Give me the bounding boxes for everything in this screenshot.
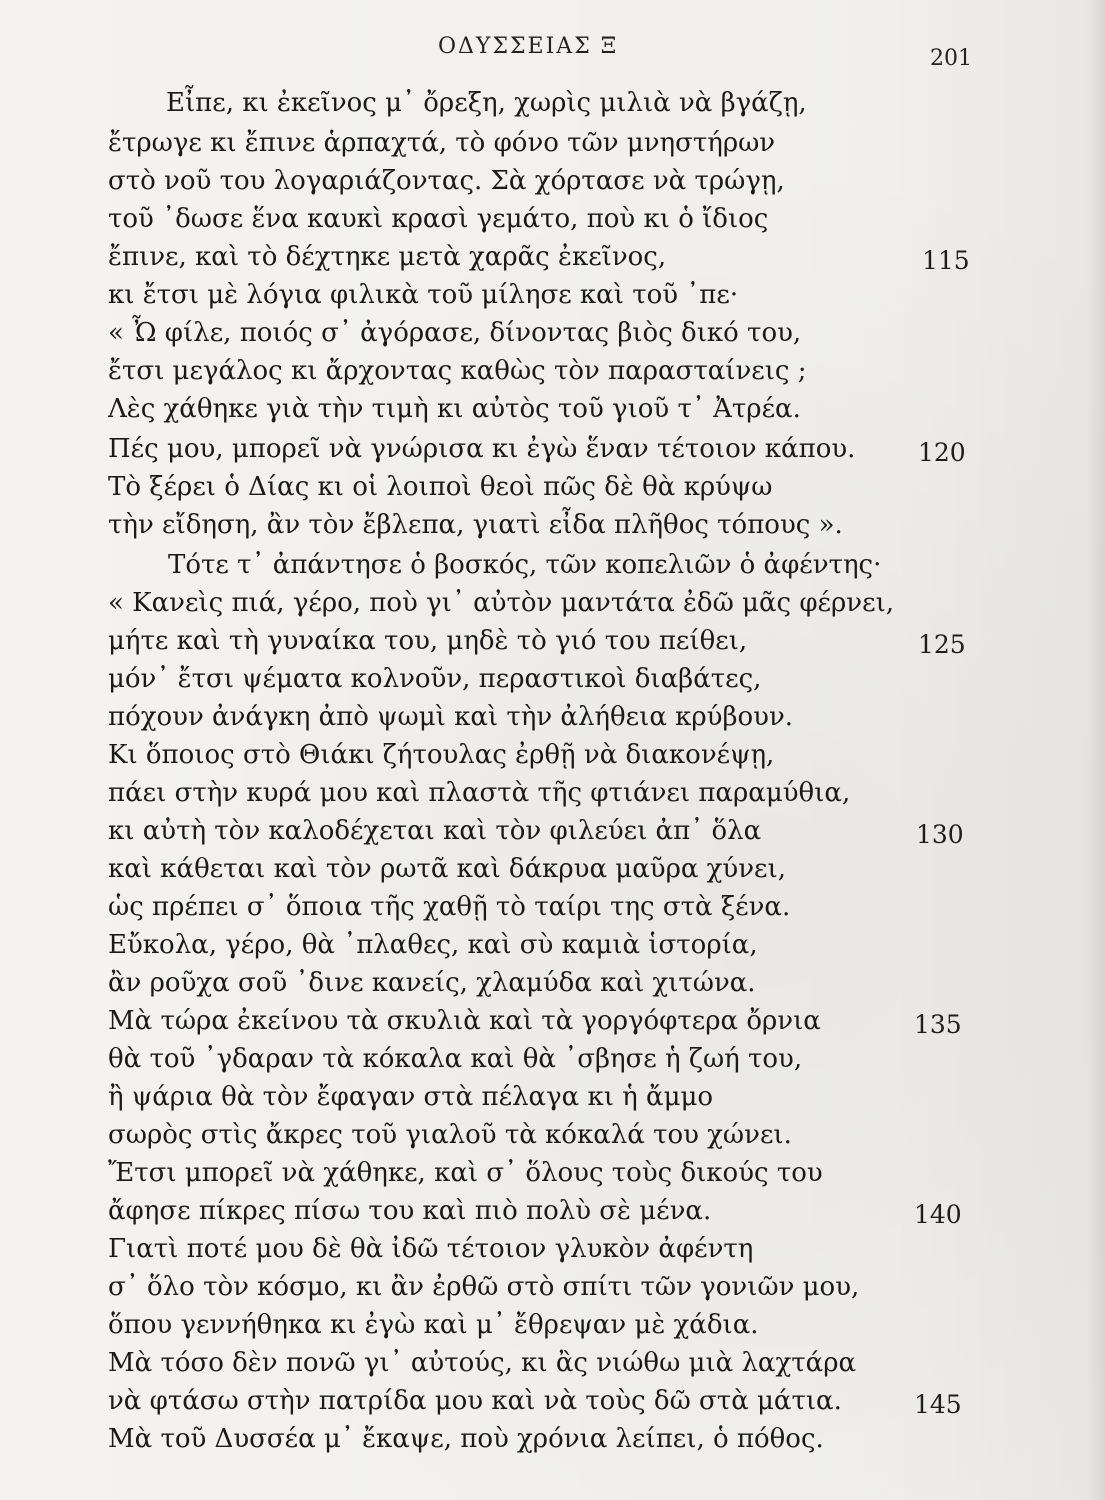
verse-line: πάει στὴν κυρά μου καὶ πλαστὰ τῆς φτιάνει παραμύθια, [108, 778, 851, 808]
verse-line: Τὸ ξέρει ὁ Δίας κι οἱ λοιποὶ θεοὶ πῶς δὲ θὰ κρύψω [108, 472, 773, 502]
line-number: 130 [916, 820, 964, 849]
verse-line: Κι ὅποιος στὸ Θιάκι ζήτουλας ἐρθῇ νὰ διακονέψῃ, [108, 740, 775, 770]
verse-line: Εὔκολα, γέρο, θὰ ᾽πλαθες, καὶ σὺ καμιὰ ἱστορία, [108, 930, 758, 960]
line-number: 125 [918, 630, 966, 659]
verse-line: Μὰ τοῦ Δυσσέα μ᾽ ἔκαψε, ποὺ χρόνια λείπει, ὁ πόθος. [108, 1424, 824, 1454]
verse-line: ἄφησε πίκρες πίσω του καὶ πιὸ πολὺ σὲ μένα. [108, 1196, 712, 1226]
verse-line: Ἔτσι μπορεῖ νὰ χάθηκε, καὶ σ᾽ ὅλους τοὺς δικούς του [108, 1158, 823, 1188]
line-number: 140 [914, 1200, 962, 1229]
verse-line: τὴν εἴδηση, ἂν τὸν ἔβλεπα, γιατὶ εἶδα πλῆθος τόπους ». [108, 510, 843, 540]
line-number: 120 [918, 438, 966, 467]
verse-line: κι αὐτὴ τὸν καλοδέχεται καὶ τὸν φιλεύει ἀπ᾽ ὅλα [108, 816, 762, 846]
verse-line: τοῦ ᾽δωσε ἕνα καυκὶ κρασὶ γεμάτο, ποὺ κι ὁ ἴδιος [108, 204, 769, 234]
verse-line: Γιατὶ ποτέ μου δὲ θὰ ἰδῶ τέτοιον γλυκὸν ἀφέντη [108, 1234, 754, 1264]
line-number: 115 [922, 246, 970, 275]
verse-line: νὰ φτάσω στὴν πατρίδα μου καὶ νὰ τοὺς δῶ στὰ μάτια. [108, 1386, 842, 1416]
verse-line: Λὲς χάθηκε γιὰ τὴν τιμὴ κι αὐτὸς τοῦ γιοῦ τ᾽ Ἀτρέα. [108, 394, 801, 424]
verse-line: « Κανεὶς πιά, γέρο, ποὺ γι᾽ αὐτὸν μαντάτα ἐδῶ μᾶς φέρνει, [108, 588, 895, 618]
verse-line: ἔτρωγε κι ἔπινε ἁρπαχτά, τὸ φόνο τῶν μνηστήρων [108, 128, 776, 158]
verse-line: καὶ κάθεται καὶ τὸν ρωτᾶ καὶ δάκρυα μαῦρα χύνει, [108, 854, 786, 884]
verse-line: στὸ νοῦ του λογαριάζοντας. Σὰ χόρτασε νὰ τρώγῃ, [108, 166, 785, 196]
verse-line: σ᾽ ὅλο τὸν κόσμο, κι ἂν ἐρθῶ στὸ σπίτι τῶν γονιῶν μου, [108, 1272, 860, 1302]
running-header-title: ΟΔΥΣΣΕΙΑΣ Ξ [438, 34, 619, 59]
verse-line: ὡς πρέπει σ᾽ ὅποια τῆς χαθῇ τὸ ταίρι της στὰ ξένα. [108, 892, 791, 922]
verse-line: ἔπινε, καὶ τὸ δέχτηκε μετὰ χαρᾶς ἐκεῖνος, [108, 242, 667, 272]
verse-line: ὅπου γεννήθηκα κι ἐγὼ καὶ μ᾽ ἔθρεψαν μὲ χάδια. [108, 1310, 759, 1340]
line-number: 145 [914, 1390, 962, 1419]
verse-line: Τότε τ᾽ ἀπάντησε ὁ βοσκός, τῶν κοπελιῶν ὁ ἀφέντης· [168, 550, 882, 580]
verse-line: πόχουν ἀνάγκη ἀπὸ ψωμὶ καὶ τὴν ἀλήθεια κρύβουν. [108, 702, 794, 732]
verse-line: Μὰ τώρα ἐκείνου τὰ σκυλιὰ καὶ τὰ γοργόφτερα ὄρνια [108, 1006, 821, 1036]
verse-line: ἢ ψάρια θὰ τὸν ἔφαγαν στὰ πέλαγα κι ἡ ἄμμο [108, 1082, 714, 1112]
verse-line: σωρὸς στὶς ἄκρες τοῦ γιαλοῦ τὰ κόκαλά του χώνει. [108, 1120, 792, 1150]
verse-line: Πές μου, μπορεῖ νὰ γνώρισα κι ἐγὼ ἕναν τέτοιον κάπου. [108, 434, 856, 464]
verse-line: Μὰ τόσο δὲν πονῶ γι᾽ αὐτούς, κι ἂς νιώθω μιὰ λαχτάρα [108, 1348, 857, 1378]
verse-line: μόν᾽ ἔτσι ψέματα κολνοῦν, περαστικοὶ διαβάτες, [108, 664, 762, 694]
verse-line: κι ἔτσι μὲ λόγια φιλικὰ τοῦ μίλησε καὶ τοῦ ᾽πε· [108, 280, 739, 310]
line-number: 135 [914, 1010, 962, 1039]
page-edge-shadow [1087, 0, 1105, 1500]
verse-line: Εἶπε, κι ἐκεῖνος μ᾽ ὄρεξη, χωρὶς μιλιὰ νὰ βγάζῃ, [166, 88, 807, 118]
page-number: 201 [930, 46, 972, 71]
verse-line: ἂν ροῦχα σοῦ ᾽δινε κανείς, χλαμύδα καὶ χιτώνα. [108, 968, 756, 998]
verse-line: μήτε καὶ τὴ γυναίκα του, μηδὲ τὸ γιό του πείθει, [108, 626, 748, 656]
verse-line: ἔτσι μεγάλος κι ἄρχοντας καθὼς τὸν παρασταίνεις ; [108, 356, 807, 386]
verse-line: θὰ τοῦ ᾽γδαραν τὰ κόκαλα καὶ θὰ ᾽σβησε ἡ ζωή του, [108, 1044, 803, 1074]
verse-line: « Ὦ φίλε, ποιός σ᾽ ἀγόρασε, δίνοντας βιὸς δικό του, [108, 318, 802, 348]
